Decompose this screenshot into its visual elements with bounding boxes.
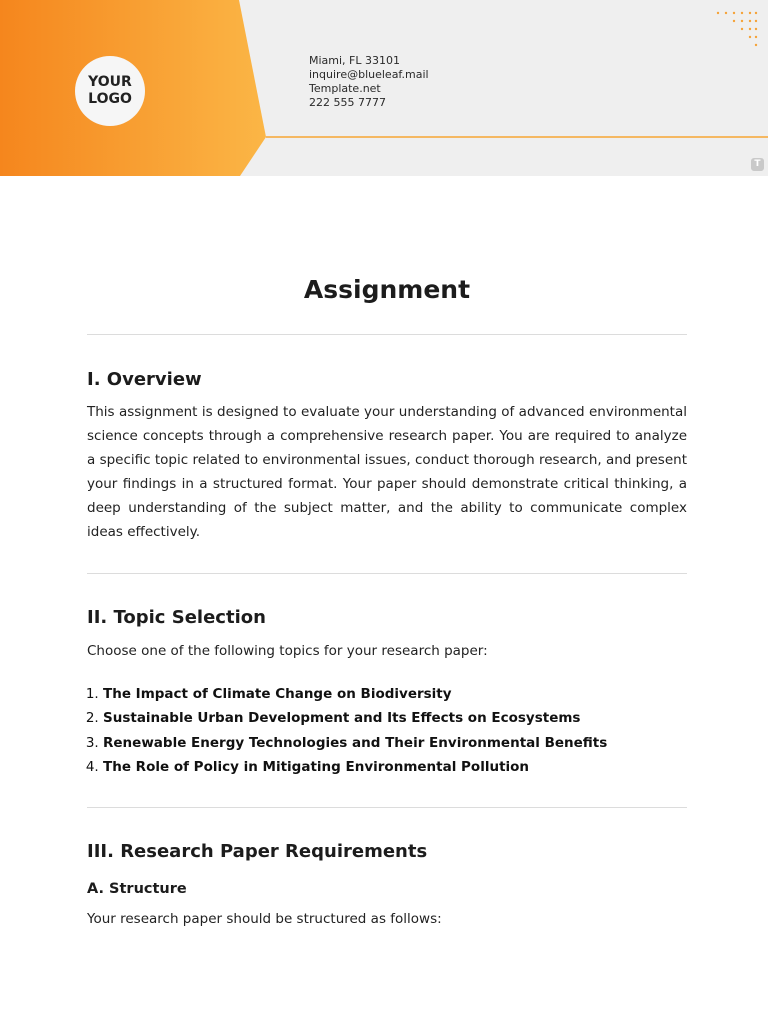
page-title: Assignment: [303, 275, 471, 304]
divider: [87, 573, 687, 574]
logo-line-1: YOUR: [88, 74, 132, 90]
section-heading-topic-selection: II. Topic Selection: [87, 607, 266, 628]
subsection-heading-structure: A. Structure: [87, 881, 187, 898]
company-logo: [75, 56, 145, 126]
page-header: [0, 0, 768, 176]
contact-website: Template.net: [309, 82, 381, 95]
logo-line-2: LOGO: [88, 91, 132, 107]
section-heading-overview: I. Overview: [87, 369, 202, 390]
template-t-icon: T: [751, 158, 764, 171]
contact-address: Miami, FL 33101: [309, 54, 400, 67]
topic-list-item: 1. The Impact of Climate Change on Biodiversity: [103, 682, 687, 706]
topic-intro-text: Choose one of the following topics for your research paper:: [87, 643, 488, 659]
decorative-dot-grid: [716, 11, 758, 47]
overview-paragraph: This assignment is designed to evaluate your understanding of advanced environmental science concepts through a comprehensive research paper. You are required to analyze a specific topic related to environmental issues, conduct thorough research, and present your findings in a structured format. Your paper should demonstrate critical thinking, a deep understanding of the subject matter, and the ability to communicate complex ideas effectively.: [87, 404, 687, 540]
divider: [87, 334, 687, 335]
structure-intro-text: Your research paper should be structured as follows:: [87, 911, 442, 928]
document-body: [87, 270, 687, 931]
contact-email: inquire@blueleaf.mail: [309, 68, 429, 81]
contact-phone: 222 555 7777: [309, 96, 386, 109]
contact-block: [309, 54, 429, 110]
topic-list-item: 3. Renewable Energy Technologies and Their Environmental Benefits: [103, 731, 687, 755]
divider: [87, 807, 687, 808]
topic-list-item: 2. Sustainable Urban Development and Its Effects on Ecosystems: [103, 706, 687, 730]
topic-list-item: 4. The Role of Policy in Mitigating Environmental Pollution: [103, 755, 687, 779]
topic-list: [87, 682, 687, 779]
section-heading-requirements: III. Research Paper Requirements: [87, 841, 428, 863]
